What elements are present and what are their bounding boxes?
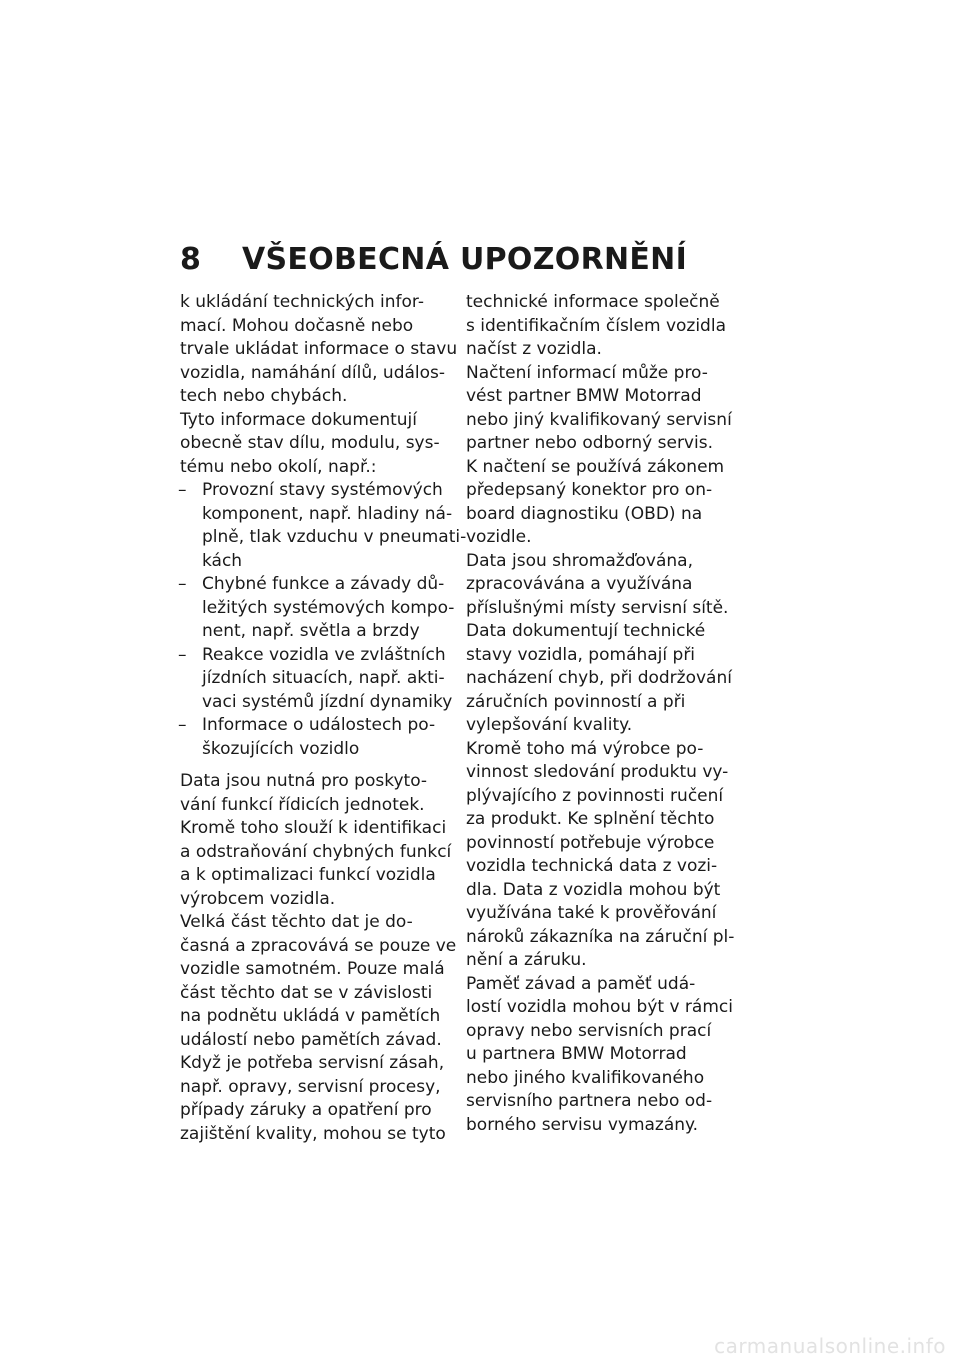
text-line: Paměť závad a paměť udá-: [466, 973, 696, 994]
text-line: kách: [202, 550, 243, 571]
list-item: [180, 714, 452, 761]
text-line: opravy nebo servisních prací: [466, 1020, 712, 1041]
text-line: komponent, např. hladiny ná-: [202, 503, 453, 524]
text-line: Data dokumentují technické: [466, 621, 706, 641]
text-line: Kromě toho slouží k identifikaci: [180, 818, 447, 838]
list-item: [178, 479, 467, 573]
text-line: lostí vozidla mohou být v rámci: [466, 997, 733, 1017]
text-line: záručních povinností a při: [466, 691, 686, 712]
text-line: borného servisu vymazány.: [466, 1114, 699, 1135]
left-column: [178, 291, 467, 1146]
text-line: Chybné funkce a závady dů-: [202, 574, 445, 594]
text-line: jízdních situacích, např. akti-: [202, 668, 445, 688]
text-line: Informace o událostech po-: [202, 715, 436, 735]
text-line: vést partner BMW Motorrad: [466, 386, 702, 406]
text-line: a odstraňování chybných funkcí: [180, 841, 452, 862]
text-line: plývajícího z povinnosti ručení: [466, 785, 724, 806]
paragraph: [180, 291, 458, 409]
text-line: tému nebo okolí, např.:: [180, 456, 377, 477]
text-line: za produkt. Ke splnění těchto: [466, 809, 715, 829]
text-line: tech nebo chybách.: [180, 386, 348, 406]
text-line: na podnětu ukládá v pamětích: [180, 1006, 441, 1026]
text-line: vinnost sledování produktu vy-: [466, 762, 729, 782]
text-line: vozidla technická data z vozi-: [466, 856, 718, 876]
text-line: časná a zpracovává se pouze ve: [180, 935, 457, 956]
paragraph: [180, 409, 452, 480]
paragraph: [466, 973, 738, 1138]
paragraph: [466, 456, 738, 550]
text-line: Načtení informací může pro-: [466, 362, 708, 383]
dash-marker: –: [178, 574, 187, 594]
text-line: partner nebo odborný servis.: [466, 433, 713, 453]
chapter-title: VŠEOBECNÁ UPOZORNĚNÍ: [242, 242, 688, 277]
text-line: Kromě toho má výrobce po-: [466, 738, 704, 759]
paragraph: [466, 362, 738, 456]
text-line: trvale ukládat informace o stavu: [180, 339, 458, 359]
dash-marker: –: [178, 644, 187, 665]
text-line: servisního partnera nebo od-: [466, 1091, 713, 1111]
text-line: nění a záruku.: [466, 950, 587, 970]
text-line: Reakce vozidla ve zvláštních: [202, 644, 446, 665]
text-line: Velká část těchto dat je do-: [180, 912, 413, 932]
paragraph: [466, 620, 738, 738]
text-line: vozidla, namáhání dílů, událos-: [180, 362, 446, 383]
text-line: zpracovávána a využívána: [466, 574, 693, 594]
text-line: nebo jiného kvalifikovaného: [466, 1067, 705, 1088]
text-line: Data jsou shromažďována,: [466, 550, 693, 571]
text-line: vozidle samotném. Pouze malá: [180, 959, 445, 979]
text-line: vylepšování kvality.: [466, 715, 633, 735]
text-line: část těchto dat se v závislosti: [180, 982, 433, 1003]
paragraph: [466, 550, 738, 621]
list-item: [180, 644, 452, 715]
text-line: využívána také k prověřování: [466, 903, 717, 923]
text-line: případy záruky a opatření pro: [180, 1100, 432, 1120]
text-line: stavy vozidla, pomáhají při: [466, 644, 696, 665]
page-heading: [180, 242, 687, 278]
text-line: příslušnými místy servisní sítě.: [466, 597, 729, 618]
text-line: vání funkcí řídicích jednotek.: [180, 794, 425, 815]
paragraph: [180, 770, 452, 911]
text-line: dla. Data z vozidla mohou být: [466, 879, 721, 900]
text-line: Když je potřeba servisní zásah,: [180, 1053, 445, 1073]
paragraph: [180, 911, 457, 1052]
text-line: technické informace společně: [466, 292, 720, 312]
text-line: s identifikačním číslem vozidla: [466, 315, 726, 336]
dash-marker: –: [178, 715, 187, 735]
text-line: Tyto informace dokumentují: [180, 409, 417, 430]
text-line: plně, tlak vzduchu v pneumati-: [202, 527, 467, 547]
paragraph: [466, 738, 738, 973]
text-line: vozidle.: [466, 527, 532, 547]
text-line: a k optimalizaci funkcí vozidla: [180, 865, 436, 885]
text-line: mací. Mohou dočasně nebo: [180, 315, 414, 336]
text-line: např. opravy, servisní procesy,: [180, 1076, 441, 1097]
text-line: K načtení se používá zákonem: [466, 456, 725, 477]
dash-marker: –: [178, 480, 187, 500]
text-line: škozujících vozidlo: [202, 738, 360, 759]
text-line: zajištění kvality, mohou se tyto: [180, 1123, 446, 1144]
text-line: nent, např. světla a brzdy: [202, 621, 420, 641]
text-line: k ukládání technických infor-: [180, 292, 424, 312]
right-column: [466, 291, 738, 1137]
text-line: událostí nebo pamětích závad.: [180, 1029, 442, 1050]
text-line: ležitých systémových kompo-: [202, 597, 455, 618]
text-line: Provozní stavy systémových: [202, 480, 443, 500]
watermark: carmanualsonline.info: [714, 1334, 946, 1358]
text-line: obecně stav dílu, modulu, sys-: [180, 433, 440, 453]
list-item: [178, 573, 455, 644]
text-line: předepsaný konektor pro on-: [466, 480, 713, 500]
text-line: u partnera BMW Motorrad: [466, 1044, 687, 1064]
text-line: Data jsou nutná pro poskyto-: [180, 771, 428, 791]
bullet-list: [178, 479, 467, 761]
text-line: board diagnostiku (OBD) na: [466, 503, 703, 524]
text-line: výrobcem vozidla.: [180, 888, 336, 909]
text-line: nebo jiný kvalifikovaný servisní: [466, 409, 732, 430]
text-line: nároků zákazníka na záruční pl-: [466, 926, 735, 947]
text-line: povinností potřebuje výrobce: [466, 832, 715, 853]
text-line: nacházení chyb, při dodržování: [466, 668, 732, 688]
text-line: načíst z vozidla.: [466, 339, 602, 359]
paragraph: [180, 1052, 452, 1146]
paragraph: [466, 291, 738, 362]
chapter-number: 8: [180, 242, 202, 277]
text-line: vaci systémů jízdní dynamiky: [202, 691, 453, 712]
